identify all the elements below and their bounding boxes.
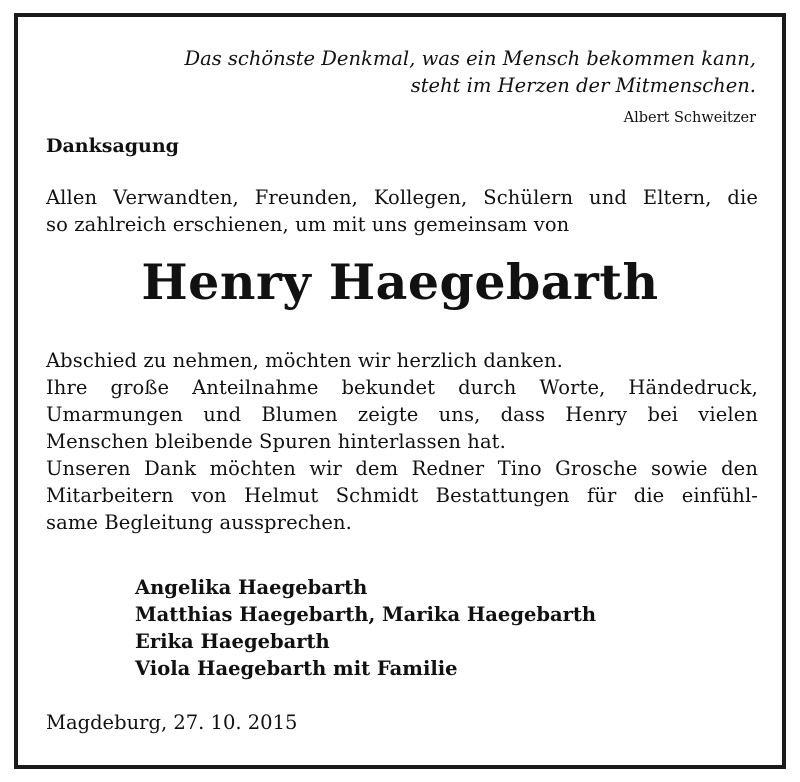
- signature-line-4: Viola Haegebarth mit Familie: [135, 657, 458, 680]
- body-line-5: Unseren Dank möchten wir dem Redner Tino Grosche sowie den: [46, 457, 758, 480]
- signature-line-2: Matthias Haegebarth, Marika Haegebarth: [135, 603, 597, 626]
- obituary-frame: [14, 13, 786, 769]
- signature-line-1: Angelika Haegebarth: [135, 576, 368, 599]
- signature-line-3: Erika Haegebarth: [135, 630, 330, 653]
- quote-line-2: steht im Herzen der Mitmenschen.: [410, 74, 756, 97]
- body-line-6: Mitarbeitern von Helmut Schmidt Bestattungen für die einfühl-: [46, 484, 758, 507]
- intro-line-1: Allen Verwandten, Freunden, Kollegen, Schülern und Eltern, die: [46, 186, 758, 209]
- quote-author: Albert Schweitzer: [623, 110, 756, 126]
- body-line-2: Ihre große Anteilnahme bekundet durch Worte, Händedruck,: [46, 376, 758, 399]
- body-line-7: same Begleitung aussprechen.: [46, 511, 352, 534]
- heading-danksagung: Danksagung: [46, 135, 179, 157]
- body-line-3: Umarmungen und Blumen zeigte uns, dass Henry bei vielen: [46, 403, 758, 426]
- intro-line-2: so zahlreich erschienen, um mit uns gemeinsam von: [46, 213, 570, 236]
- deceased-name: Henry Haegebarth: [141, 253, 659, 311]
- place-date: Magdeburg, 27. 10. 2015: [46, 711, 298, 734]
- quote-line-1: Das schönste Denkmal, was ein Mensch bekommen kann,: [184, 47, 756, 70]
- body-line-4: Menschen bleibende Spuren hinterlassen hat.: [46, 430, 506, 453]
- body-line-1: Abschied zu nehmen, möchten wir herzlich danken.: [46, 349, 563, 372]
